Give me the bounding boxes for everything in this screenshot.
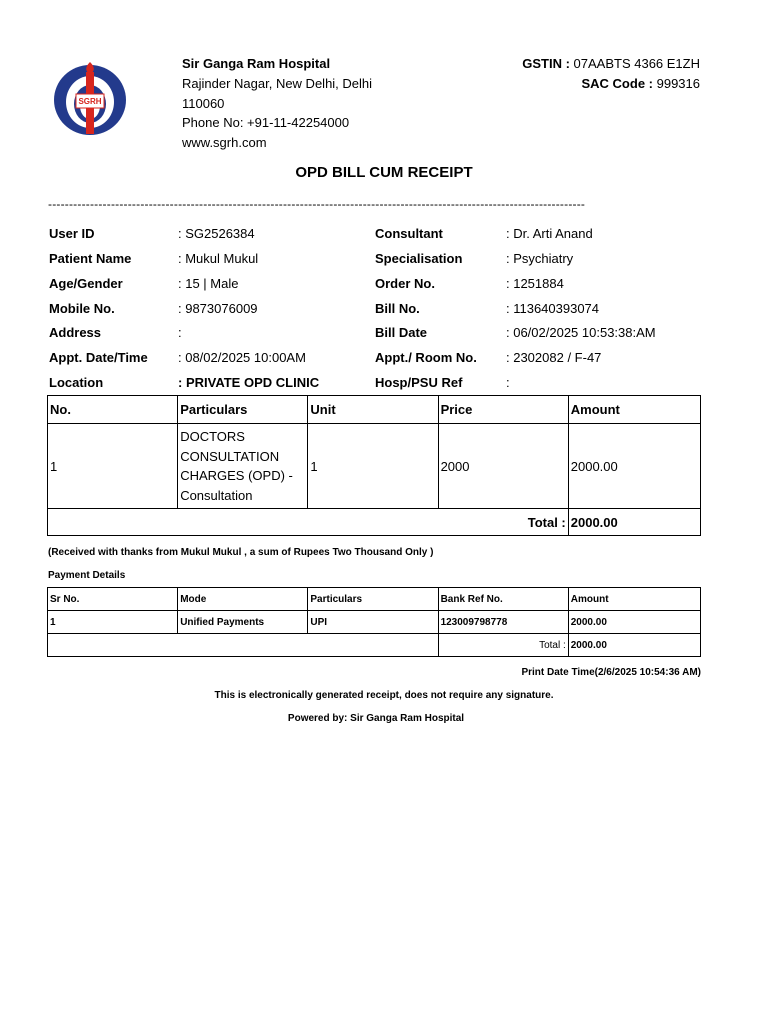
phone-number: Phone No: +91-11-42254000: [182, 115, 350, 130]
cell-sr-no: 1: [48, 611, 178, 634]
table-total-row: [48, 509, 701, 536]
cell-pay-amount: 2000.00: [568, 611, 700, 634]
footer-note: This is electronically generated receipt, does not require any signature.: [214, 690, 554, 701]
cell-particulars: DOCTORS CONSULTATION CHARGES (OPD) - Consultation: [178, 424, 308, 509]
bill-date-label: Bill Date: [375, 325, 428, 340]
address-label: Address: [49, 325, 102, 340]
col-header-bank-ref: Bank Ref No.: [438, 588, 568, 611]
age-gender-value: : 15 | Male: [178, 276, 239, 291]
order-no-value: : 1251884: [506, 276, 564, 291]
logo-text: SGRH: [78, 97, 102, 106]
hosp-psu-ref-value: :: [506, 375, 510, 390]
room-no-label: Appt./ Room No.: [375, 350, 477, 365]
hospital-logo: [50, 58, 130, 138]
empty-cell: [48, 634, 439, 657]
website: www.sgrh.com: [182, 135, 267, 150]
hosp-psu-ref-label: Hosp/PSU Ref: [375, 375, 463, 390]
col-header-pay-amount: Amount: [568, 588, 700, 611]
address-value: :: [178, 325, 182, 340]
cell-bank-ref: 123009798778: [438, 611, 568, 634]
address-line-2: 110060: [182, 96, 225, 111]
bill-no-label: Bill No.: [375, 301, 420, 316]
table-header-row: [48, 396, 701, 424]
room-no-value: : 2302082 / F-47: [506, 350, 602, 365]
consultant-label: Consultant: [375, 226, 443, 241]
cell-no: 1: [48, 424, 178, 509]
table-row: [48, 611, 701, 634]
col-header-pay-particulars: Particulars: [308, 588, 438, 611]
user-id-label: User ID: [49, 226, 95, 241]
total-label: Total :: [48, 509, 569, 536]
col-header-sr-no: Sr No.: [48, 588, 178, 611]
cell-mode: Unified Payments: [178, 611, 308, 634]
mobile-no-value: : 9873076009: [178, 301, 258, 316]
print-date-time: Print Date Time(2/6/2025 10:54:36 AM): [521, 667, 701, 678]
page-title: OPD BILL CUM RECEIPT: [295, 164, 473, 181]
location-label: Location: [49, 375, 104, 390]
sac-label: SAC Code :: [581, 76, 653, 91]
bill-no-value: : 113640393074: [506, 301, 600, 316]
gstin-label: GSTIN :: [522, 56, 570, 71]
payment-table: [47, 587, 701, 657]
total-value: 2000.00: [568, 509, 700, 536]
cell-unit: 1: [308, 424, 438, 509]
order-no-label: Order No.: [375, 276, 435, 291]
location-value: : PRIVATE OPD CLINIC: [178, 375, 320, 390]
consultant-value: : Dr. Arti Anand: [506, 226, 593, 241]
col-header-unit: Unit: [308, 396, 438, 424]
cell-amount: 2000.00: [568, 424, 700, 509]
received-text: (Received with thanks from Mukul Mukul , a sum of Rupees Two Thousand Only ): [48, 547, 434, 558]
specialisation-value: : Psychiatry: [506, 251, 574, 266]
patient-name-label: Patient Name: [49, 251, 132, 266]
sac-value: 999316: [656, 76, 700, 91]
cell-pay-particulars: UPI: [308, 611, 438, 634]
user-id-value: : SG2526384: [178, 226, 255, 241]
payment-total-value: 2000.00: [568, 634, 700, 657]
hospital-name: Sir Ganga Ram Hospital: [182, 56, 331, 71]
cell-price: 2000: [438, 424, 568, 509]
col-header-no: No.: [48, 396, 178, 424]
col-header-mode: Mode: [178, 588, 308, 611]
appt-datetime-label: Appt. Date/Time: [49, 350, 148, 365]
payment-details-label: Payment Details: [48, 570, 126, 581]
payment-total-label: Total :: [438, 634, 568, 657]
payment-header-row: [48, 588, 701, 611]
table-row: [48, 424, 701, 509]
divider-line: --------------------------------------------------------------------------------------------------------------------------------: [48, 197, 586, 211]
address-line-1: Rajinder Nagar, New Delhi, Delhi: [182, 76, 373, 91]
gstin-value: 07AABTS 4366 E1ZH: [573, 56, 700, 71]
mobile-no-label: Mobile No.: [49, 301, 115, 316]
specialisation-label: Specialisation: [375, 251, 463, 266]
col-header-particulars: Particulars: [178, 396, 308, 424]
patient-name-value: : Mukul Mukul: [178, 251, 259, 266]
age-gender-label: Age/Gender: [49, 276, 123, 291]
powered-by: Powered by: Sir Ganga Ram Hospital: [287, 713, 465, 724]
gstin: [522, 56, 700, 71]
payment-total-row: [48, 634, 701, 657]
sac-code: [581, 76, 700, 91]
appt-datetime-value: : 08/02/2025 10:00AM: [178, 350, 306, 365]
bill-date-value: : 06/02/2025 10:53:38:AM: [506, 325, 656, 340]
bill-table: [47, 395, 701, 536]
col-header-amount: Amount: [568, 396, 700, 424]
col-header-price: Price: [438, 396, 568, 424]
